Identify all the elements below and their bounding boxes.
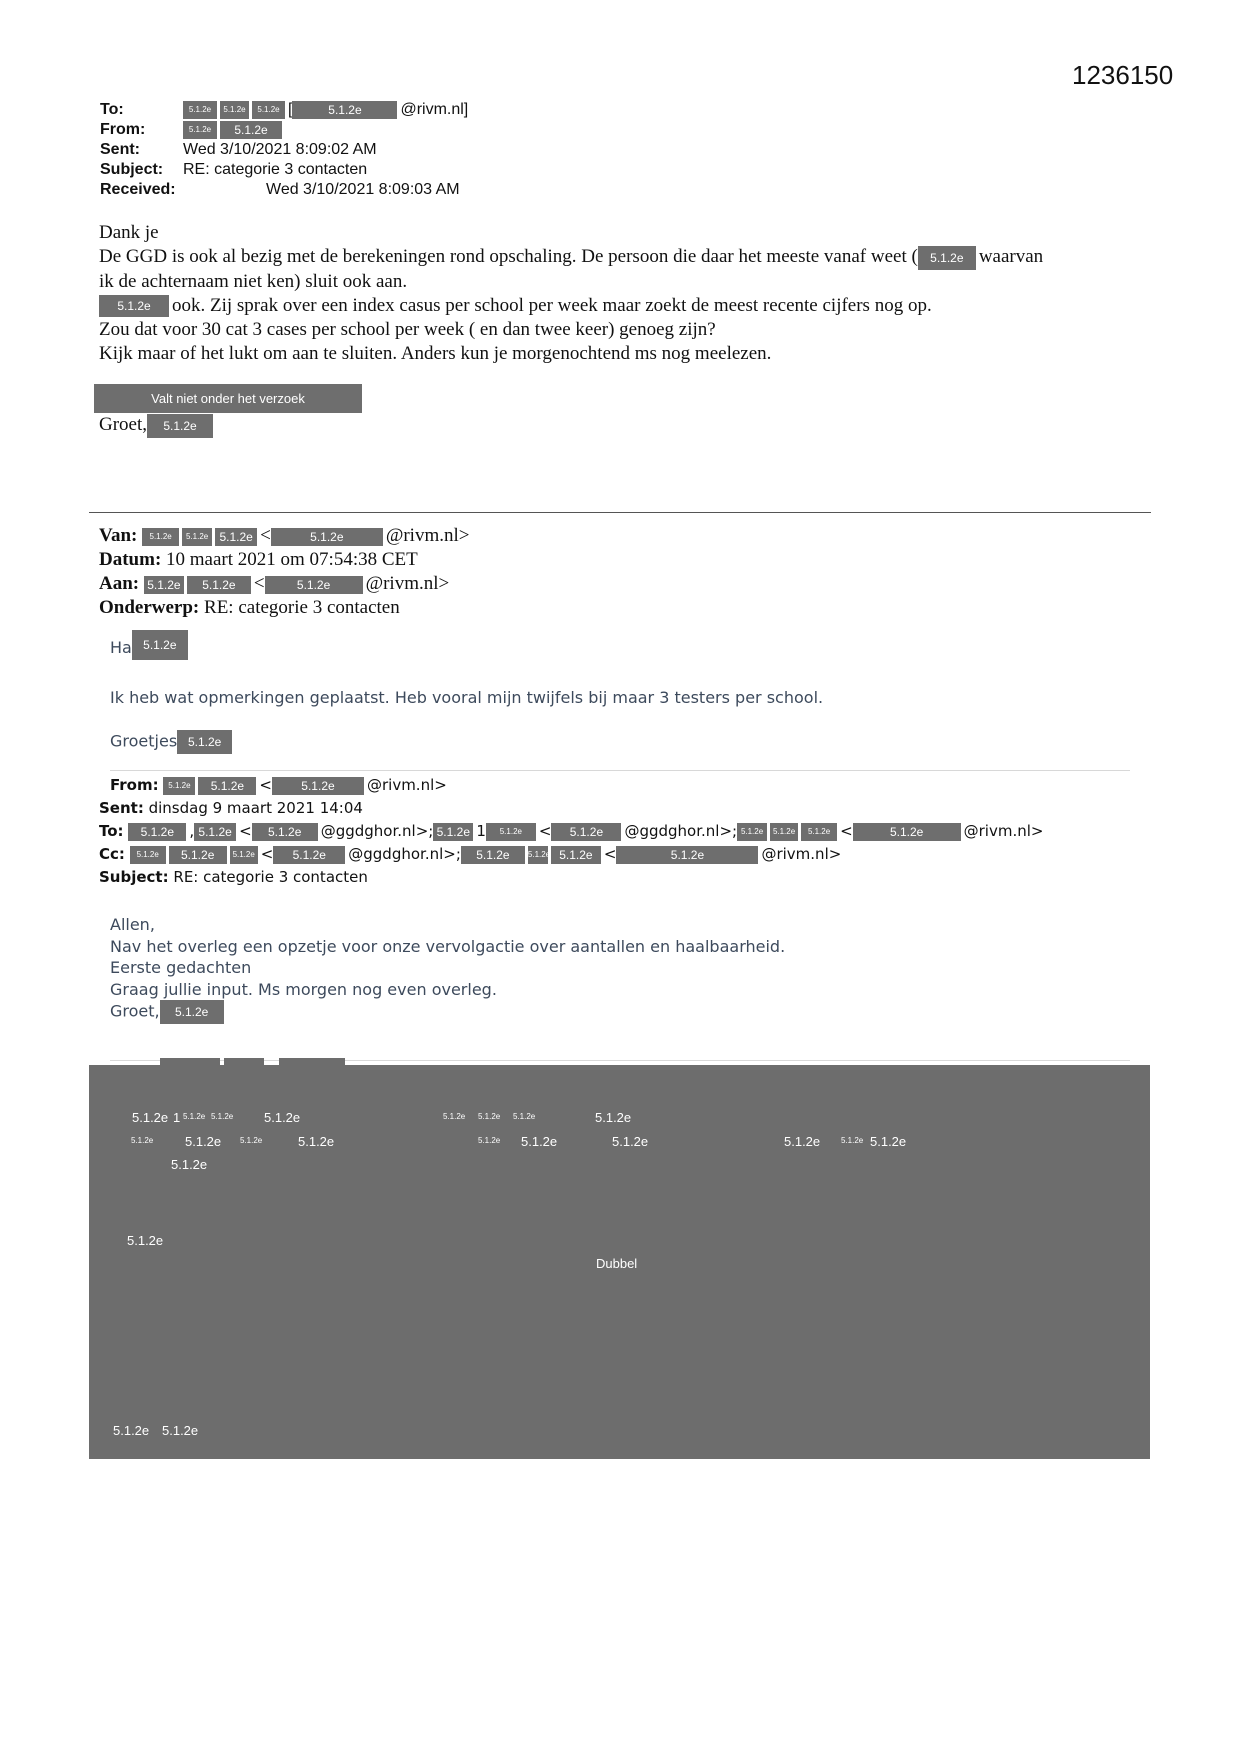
to-label: To: [99, 822, 124, 840]
redaction: 5.1.2e [182, 528, 212, 546]
email3-subject-row [99, 866, 1043, 889]
from-label: From: [100, 121, 146, 138]
ggdghor-sep: @ggdghor.nl>; [320, 822, 434, 840]
email1-line6: Kijk maar of het lukt om aan te sluiten. Anders kun je morgenochtend ms nog meelezen. [99, 342, 772, 364]
email1-to-row: To: 5.1.2e 5.1.2e 5.1.2e [ 5.1.2e @rivm.nl] [100, 101, 469, 118]
aan-label: Aan: [99, 573, 140, 594]
redaction-code: 5.1.2e [595, 1110, 632, 1125]
redaction: 5.1.2e [433, 823, 473, 841]
redaction: 5.1.2e [198, 777, 256, 795]
redaction-code: 5.1.2e [443, 1112, 466, 1121]
email1-closing: Groet, [99, 414, 148, 435]
lt-sign: < [603, 845, 617, 863]
email3-line1: Allen, [110, 915, 155, 934]
onderwerp-value: RE: categorie 3 contacten [204, 597, 400, 618]
received-value: Wed 3/10/2021 8:09:03 AM [266, 181, 460, 198]
redaction: 5.1.2e [265, 576, 363, 594]
redaction: 5.1.2e [128, 823, 186, 841]
from-domain: @rivm.nl> [366, 776, 447, 794]
email1-line2b: waarvan [978, 246, 1044, 267]
email3-sent-row [99, 797, 1043, 820]
redaction: 5.1.2e [163, 777, 195, 795]
lt-sign: < [538, 822, 552, 840]
email1-header [100, 100, 468, 200]
email2-greeting: Ha [110, 638, 132, 657]
email2-body: Ik heb wat opmerkingen geplaatst. Heb vooral mijn twijfels bij maar 3 testers per school. [110, 688, 824, 707]
one: 1 [476, 822, 486, 840]
subject-value: RE: categorie 3 contacten [173, 868, 368, 886]
email3-to-row [99, 820, 1043, 843]
email1-line4 [99, 294, 1149, 318]
ggdghor-sep: @ggdghor.nl>; [348, 845, 461, 863]
email1-from-row [100, 120, 468, 140]
email3-line4: Graag jullie input. Ms morgen nog even overleg. [110, 979, 497, 999]
comma: , [189, 822, 195, 840]
subject-label: Subject: [100, 161, 164, 178]
redaction-code: 5.1.2e [132, 1110, 169, 1125]
lt-sign: < [260, 525, 271, 546]
redaction: 5.1.2e [220, 121, 282, 139]
email1-sent-row [100, 140, 468, 160]
lt-sign: < [260, 845, 274, 863]
email2-datum-row [99, 548, 469, 572]
email2-onderwerp-row [99, 596, 469, 620]
to-domain: @rivm.nl] [400, 101, 469, 118]
email1-line1: Dank je [99, 222, 159, 243]
rivm-end: @rivm.nl> [963, 822, 1044, 840]
redaction: 5.1.2e [187, 576, 251, 594]
redaction-code: 5.1.2e [784, 1134, 821, 1149]
email1-received-row [100, 180, 468, 200]
ggdghor-sep: @ggdghor.nl>; [624, 822, 738, 840]
redaction-sliver [224, 1058, 264, 1065]
redaction-code: 5.1.2e [185, 1134, 222, 1149]
van-domain: @rivm.nl> [385, 525, 470, 546]
lt-sign: < [259, 776, 272, 794]
redaction: 5.1.2e [215, 528, 257, 546]
redaction: 5.1.2e [528, 846, 548, 864]
cc-label: Cc: [99, 845, 125, 863]
exemption-note: Valt niet onder het verzoek [94, 384, 362, 413]
to-label: To: [100, 101, 124, 118]
separator-rule [89, 512, 1151, 513]
redaction-code: 5.1.2e [183, 1112, 206, 1121]
redaction-code: 5.1.2e [298, 1134, 335, 1149]
redaction: 5.1.2e [801, 823, 837, 841]
redaction: 5.1.2e [273, 846, 345, 864]
redaction: 5.1.2e [551, 823, 621, 841]
email3-closing-row [110, 1000, 785, 1024]
redaction-code: 5.1.2e [162, 1423, 199, 1438]
redaction: 5.1.2e [183, 121, 217, 139]
redaction-code: 5.1.2e [513, 1112, 536, 1121]
subject-value: RE: categorie 3 contacten [183, 161, 368, 178]
sent-label: Sent: [100, 141, 140, 158]
redaction-code: 5.1.2e [171, 1157, 208, 1172]
separator-rule [110, 770, 1130, 771]
email1-line2a: De GGD is ook al bezig met de berekeningen rond opschaling. De persoon die daar het meeste vanaf weet ( [99, 246, 918, 267]
redaction-code: 5.1.2e [240, 1136, 263, 1145]
redaction-code: 5.1.2e [131, 1136, 154, 1145]
email1-line3: ik de achternaam niet ken) sluit ook aan. [99, 270, 408, 292]
subject-label: Subject: [99, 868, 169, 886]
email1-body [99, 221, 1149, 366]
redaction-code: 5.1.2e [841, 1136, 864, 1145]
rivm-end: @rivm.nl> [761, 845, 842, 863]
lt-sign: < [253, 573, 265, 594]
redaction-code: 5.1.2e [127, 1233, 164, 1248]
redaction: 5.1.2e [551, 846, 601, 864]
sent-value: Wed 3/10/2021 8:09:02 AM [183, 141, 377, 158]
redaction: 5.1.2e [183, 101, 217, 119]
redaction: 5.1.2e [147, 414, 213, 438]
one-digit: 1 [173, 1110, 181, 1125]
redaction: 5.1.2e [99, 295, 169, 317]
email2-greeting-row [110, 638, 191, 660]
email3-closing: Groet, [110, 1001, 160, 1021]
sent-value: dinsdag 9 maart 2021 14:04 [148, 799, 363, 817]
lt-sign: < [239, 822, 252, 840]
email2-closing: Groetjes [110, 731, 178, 751]
email3-cc-row [99, 843, 1043, 866]
email3-from-row [99, 774, 1043, 797]
onderwerp-label: Onderwerp: [99, 597, 200, 618]
redaction: 5.1.2e [461, 846, 525, 864]
redaction: 5.1.2e [132, 630, 188, 660]
redaction: 5.1.2e [770, 823, 798, 841]
redaction: 5.1.2e [142, 528, 179, 546]
aan-domain: @rivm.nl> [365, 573, 450, 594]
redaction: 5.1.2e [737, 823, 767, 841]
email2-van-row [99, 524, 469, 548]
redaction: 5.1.2e [144, 576, 184, 594]
redaction: 5.1.2e [918, 246, 976, 270]
received-label: Received: [100, 181, 176, 198]
redaction: 5.1.2e [220, 101, 249, 119]
redaction-sliver [279, 1058, 345, 1065]
redaction: 5.1.2e [292, 101, 397, 119]
redaction-code: 5.1.2e [521, 1134, 558, 1149]
redaction-code: 5.1.2e [612, 1134, 649, 1149]
email1-line2 [99, 245, 1149, 270]
redaction: 5.1.2e [853, 823, 961, 841]
redaction-code: 5.1.2e [478, 1112, 501, 1121]
email1-closing-row [99, 413, 216, 438]
redaction: 5.1.2e [271, 528, 383, 546]
datum-value: 10 maart 2021 om 07:54:38 CET [166, 549, 418, 570]
redaction-sliver [160, 1058, 220, 1065]
redaction: 5.1.2e [130, 846, 166, 864]
email3-line3: Eerste gedachten [110, 958, 252, 977]
email3-line2: Nav het overleg een opzetje voor onze vervolgactie over aantallen en haalbaarheid. [110, 936, 786, 956]
redaction: 5.1.2e [252, 101, 285, 119]
redaction: 5.1.2e [486, 823, 536, 841]
email2-aan-row [99, 572, 469, 596]
email3-body [110, 914, 785, 1024]
sent-label: Sent: [99, 799, 144, 817]
email1-subject-row [100, 160, 468, 180]
redaction-code: 5.1.2e [870, 1134, 907, 1149]
redaction: 5.1.2e [160, 1000, 224, 1024]
redaction-code: 5.1.2e [478, 1136, 501, 1145]
redaction: 5.1.2e [616, 846, 758, 864]
redaction-code: 5.1.2e [211, 1112, 234, 1121]
datum-label: Datum: [99, 549, 162, 570]
redaction: 5.1.2e [177, 730, 232, 754]
email1-line5: Zou dat voor 30 cat 3 cases per school per week ( en dan twee keer) genoeg zijn? [99, 318, 716, 340]
email1-line4-text: ook. Zij sprak over een index casus per school per week maar zoekt de meest recente cijfers nog op. [172, 294, 932, 316]
redaction: 5.1.2e [230, 846, 258, 864]
email2-closing-row [110, 730, 235, 754]
redaction: 5.1.2e [252, 823, 318, 841]
redaction-code: 5.1.2e [113, 1423, 150, 1438]
redaction: 5.1.2e [272, 777, 364, 795]
from-label: From: [110, 776, 159, 794]
email3-header [99, 774, 1043, 889]
van-label: Van: [99, 525, 138, 546]
box-label: Dubbel [596, 1256, 638, 1271]
redaction-code: 5.1.2e [264, 1110, 301, 1125]
lt-sign: < [840, 822, 853, 840]
redaction: 5.1.2e [169, 846, 227, 864]
redaction: 5.1.2e [194, 823, 236, 841]
email2-header [99, 524, 469, 620]
document-number: 1236150 [1072, 60, 1174, 90]
